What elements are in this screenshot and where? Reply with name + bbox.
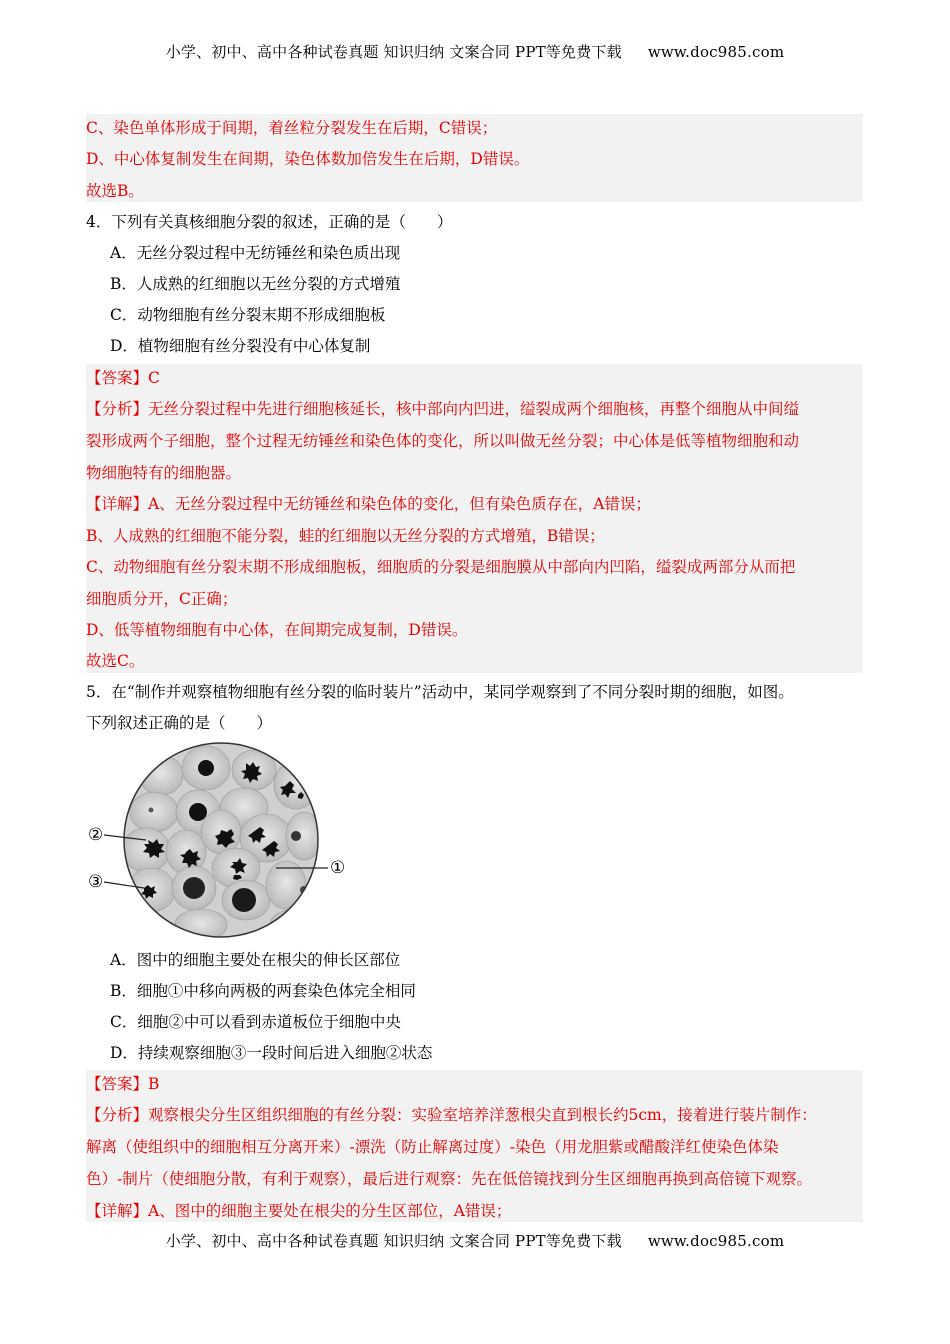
q5-analysis-1: 【分析】观察根尖分生区组织细胞的有丝分裂：实验室培养洋葱根尖直到根长约5cm，接着进行装片制作： [86, 1106, 817, 1124]
prev-line-3: 故选B。 [86, 182, 144, 200]
q4-analysis-2: 裂形成两个子细胞，整个过程无纺锤丝和染色体的变化，所以叫做无丝分裂；中心体是低等植物细胞和动 [86, 432, 800, 450]
q4-option-b: B．人成熟的红细胞以无丝分裂的方式增殖 [110, 275, 401, 293]
footer-url[interactable]: www.doc985.com [647, 1232, 785, 1250]
q4-answer: 【答案】C [86, 369, 160, 387]
q5-answer: 【答案】B [86, 1075, 160, 1093]
figure-label-2: ② [88, 825, 104, 845]
q5-analysis-2: 解离（使组织中的细胞相互分离开来）-漂洗（防止解离过度）-染色（用龙胆紫或醋酸洋红使染色体染 [86, 1138, 779, 1156]
figure-label-3: ③ [88, 872, 104, 892]
q4-detail-6: 故选C。 [86, 652, 145, 670]
q4-detail-4: 细胞质分开，C正确； [86, 590, 238, 608]
q4-analysis-3: 物细胞特有的细胞器。 [86, 464, 242, 482]
q5-detail-1: 【详解】A、图中的细胞主要处在根尖的分生区部位，A错误； [86, 1202, 512, 1220]
prev-line-1: C、染色单体形成于间期，着丝粒分裂发生在后期，C错误； [86, 119, 498, 137]
q5-option-b: B．细胞①中移向两极的两套染色体完全相同 [110, 982, 416, 1000]
q5-stem-1: 5．在“制作并观察植物细胞有丝分裂的临时装片”活动中，某同学观察到了不同分裂时期的细胞，如图。 [86, 683, 794, 701]
q5-stem-2: 下列叙述正确的是（ ） [86, 714, 273, 732]
page-header [0, 41, 950, 62]
q4-detail-5: D、低等植物细胞有中心体，在间期完成复制，D错误。 [86, 621, 468, 639]
q4-detail-2: B、人成熟的红细胞不能分裂，蛙的红细胞以无丝分裂的方式增殖，B错误； [86, 527, 605, 545]
q5-option-c: C．细胞②中可以看到赤道板位于细胞中央 [110, 1013, 401, 1031]
q4-option-c: C．动物细胞有丝分裂末期不形成细胞板 [110, 306, 386, 324]
q5-option-a: A．图中的细胞主要处在根尖的伸长区部位 [110, 951, 401, 969]
microscope-field-illustration [86, 740, 386, 940]
figure-label-1: ① [330, 858, 346, 878]
header-text: 小学、初中、高中各种试卷真题 知识归纳 文案合同 PPT等免费下载 [165, 43, 622, 61]
q5-analysis-3: 色）-制片（使细胞分散，有利于观察），最后进行观察：先在低倍镜找到分生区细胞再换到高倍镜下观察。 [86, 1170, 812, 1188]
prev-line-2: D、中心体复制发生在间期，染色体数加倍发生在后期，D错误。 [86, 150, 530, 168]
cell-division-figure [86, 740, 386, 940]
q4-analysis-1: 【分析】无丝分裂过程中先进行细胞核延长，核中部向内凹进，缢裂成两个细胞核，再整个细胞从中间缢 [86, 400, 800, 418]
q4-stem: 4．下列有关真核细胞分裂的叙述，正确的是（ ） [86, 213, 453, 231]
page-footer [0, 1230, 950, 1251]
q4-option-d: D．植物细胞有丝分裂没有中心体复制 [110, 337, 371, 355]
q4-detail-3: C、动物细胞有丝分裂末期不形成细胞板，细胞质的分裂是细胞膜从中部向内凹陷，缢裂成两部分从而把 [86, 558, 796, 576]
footer-text: 小学、初中、高中各种试卷真题 知识归纳 文案合同 PPT等免费下载 [165, 1232, 622, 1250]
q5-option-d: D．持续观察细胞③一段时间后进入细胞②状态 [110, 1044, 433, 1062]
header-url[interactable]: www.doc985.com [647, 43, 785, 61]
q4-detail-1: 【详解】A、无丝分裂过程中无纺锤丝和染色体的变化，但有染色质存在，A错误； [86, 495, 651, 513]
q4-option-a: A．无丝分裂过程中无纺锤丝和染色质出现 [110, 244, 401, 262]
